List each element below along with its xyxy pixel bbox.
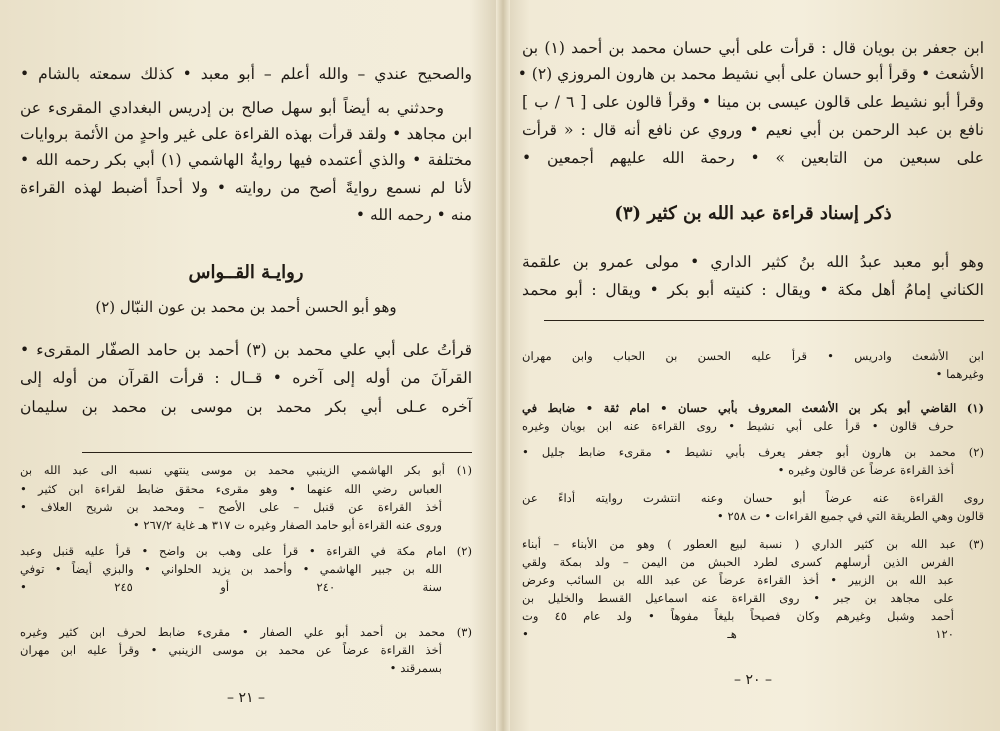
- footnote-line: ١٢٠ هـ •: [522, 627, 954, 641]
- footnote-line: عبد الله بن الزبير • أخذ القراءة عرضاً عن عبد الله بن السائب وعرض: [522, 573, 954, 587]
- footnote-line: أخذ القراءة عرضاً عن محمد بن موسى الزينبي • وقرأ عليه ابن مهران: [20, 643, 442, 657]
- text-line: قرأتُ على أبي علي محمد بن (٣) أحمد بن حامد الصفّار المقرىء •: [20, 341, 472, 359]
- text-line: لأنا لم نسمع روايةً أصح من روايته • ولا أحداً أضبط لهذه القراءة: [20, 179, 472, 197]
- footnote-line: (٢) امام مكة في القراءة • قرأ على وهب بن واضح • قرأ عليه قنبل وعبد: [20, 544, 472, 558]
- section-heading: ذكر إسناد قراءة عبد الله بن كثير (٣): [614, 203, 892, 224]
- text-line: على سبعين من التابعين » • رحمة الله عليهم أجمعين •: [522, 149, 984, 167]
- footnote-line: (٢) محمد بن هارون أبو جعفر يعرف بأبي نشيط • مقرىء ضابط جليل •: [522, 445, 984, 459]
- footnote-line: حرف قالون • قرأ على أبي نشيط • روى القراءة عنه ابن بويان وغيره: [522, 419, 954, 433]
- section-subheading: وهو أبو الحسن أحمد بن محمد بن عون النبّال (٢): [95, 298, 397, 316]
- footnote-line: بسمرقند •: [389, 661, 442, 675]
- footnote-line: (١) القاضي أبو بكر بن الأشعث المعروف بأبي حسان • امام ثقة • ضابط في: [522, 401, 984, 415]
- page-right: [517, 0, 985, 731]
- text-line: نافع بن عبد الرحمن بن أبي نعيم • وروي عن نافع أنه قال : « قرأت: [522, 121, 984, 139]
- text-line: وقرأ أبو نشيط على قالون عيسى بن مينا • وقرأ قالون على [ ٦ / ب ]: [522, 93, 984, 111]
- footnote-line: أخذ القراءة عرضاً عن قالون وغيره •: [777, 463, 954, 477]
- text-line: ابن مجاهد • ولقد قرأت بهذه القراءة على غير واحدٍ من الأئمة بروايات: [20, 125, 472, 143]
- footnote-rule: [82, 452, 472, 453]
- text-line: منه • رحمه الله •: [355, 206, 472, 224]
- book-gutter: [496, 0, 510, 731]
- text-line: الأشعث • وقرأ أبو حسان على أبي نشيط محمد بن هارون المروزي (٢) •: [517, 65, 984, 83]
- footnote-line: أحمد وشبل وغيرهم وكان فصيحاً بليغاً مفوهاً • ولد عام ٤٥ وت: [522, 609, 954, 623]
- footnote-line: (٣) عبد الله بن كثير الداري ( نسبة لبيع العطور ) وهو من الأبناء – أبناء: [522, 537, 984, 551]
- text-line: الكناني إمامُ أهل مكة • ويقال : كنيته أبو بكر • ويقال : أبو محمد: [522, 281, 984, 299]
- text-line: وحدثني به أيضاً أبو سهل صالح بن إدريس البغدادي المقرىء عن: [20, 99, 444, 117]
- footnote-line: قالون وهي الطريقة التي في جميع القراءات • ت ٢٥٨ •: [716, 509, 984, 523]
- text-line: والصحيح عندي – والله أعلم – أبو معبد • كذلك سمعته بالشام •: [20, 65, 472, 83]
- page-number: – ٢١ –: [227, 690, 265, 706]
- text-line: ابن جعفر بن بويان قال : قرأت على أبي حسان محمد بن أحمد (١) بن: [522, 39, 985, 57]
- text-line: آخره عـلى أبي بكر محمد بن موسى بن محمد بن سليمان: [20, 398, 472, 416]
- footnote-rule: [544, 320, 984, 321]
- footnote-line: روى القراءة عنه عرضاً أبو حسان وعنه انتشرت روايته أداءً عن: [522, 491, 984, 505]
- text-line: مختلفة • والذي أعتمده فيها روايةُ الهاشمي (١) أبي بكر رحمه الله •: [20, 151, 472, 169]
- text-line: وهو أبو معبد عبدُ الله بنُ كثير الداري • مولى عمرو بن علقمة: [522, 253, 984, 271]
- footnote-line: (٣) محمد بن أحمد أبو علي الصفار • مقرىء ضابط لحرف ابن كثير وغيره: [20, 625, 472, 639]
- footnote-line: الله بن جبير الهاشمي • وأحمد بن يزيد الحلواني • والبزي أيضاً • توفي: [20, 562, 442, 576]
- page-number: – ٢٠ –: [734, 672, 772, 688]
- footnote-line: وغيرهما •: [935, 367, 984, 381]
- text-line: القرآنَ من أوله إلى آخره • قــال : قرأت القرآن من أوله إلى: [20, 369, 472, 387]
- footnote-line: (١) أبو بكر الهاشمي الزينبي محمد بن موسى ينتهي نسبه الى عبد الله بن: [20, 463, 472, 477]
- footnote-line: على مجاهد بن جبر • روى القراءة عنه اسماعيل القسط والخليل بن: [522, 591, 954, 605]
- footnote-line: الفرس الذين أرسلهم كسرى لطرد الحبش من اليمن – ولد بمكة ولقي: [522, 555, 954, 569]
- footnote-line: ابن الأشعث وادريس • قرأ عليه الحسن بن الحباب وابن مهران: [522, 349, 984, 363]
- footnote-line: أخذ القراءة عن قنبل – على الأصح – ومحمد بن شريح العلاف •: [20, 500, 442, 514]
- footnote-line: العباس رضي الله عنهما • وهو مقرىء محقق ضابط لقراءة ابن كثير •: [20, 482, 442, 496]
- page-left: [20, 0, 472, 731]
- footnote-line: وروى عنه القراءة أبو حامد الصفار وغيره ت ٣١٧ هـ غاية ٢٦٧/٢ •: [132, 518, 442, 532]
- footnote-line: سنة ٢٤٠ أو ٢٤٥ •: [20, 580, 442, 594]
- section-heading: روايـة القــواس: [188, 262, 304, 283]
